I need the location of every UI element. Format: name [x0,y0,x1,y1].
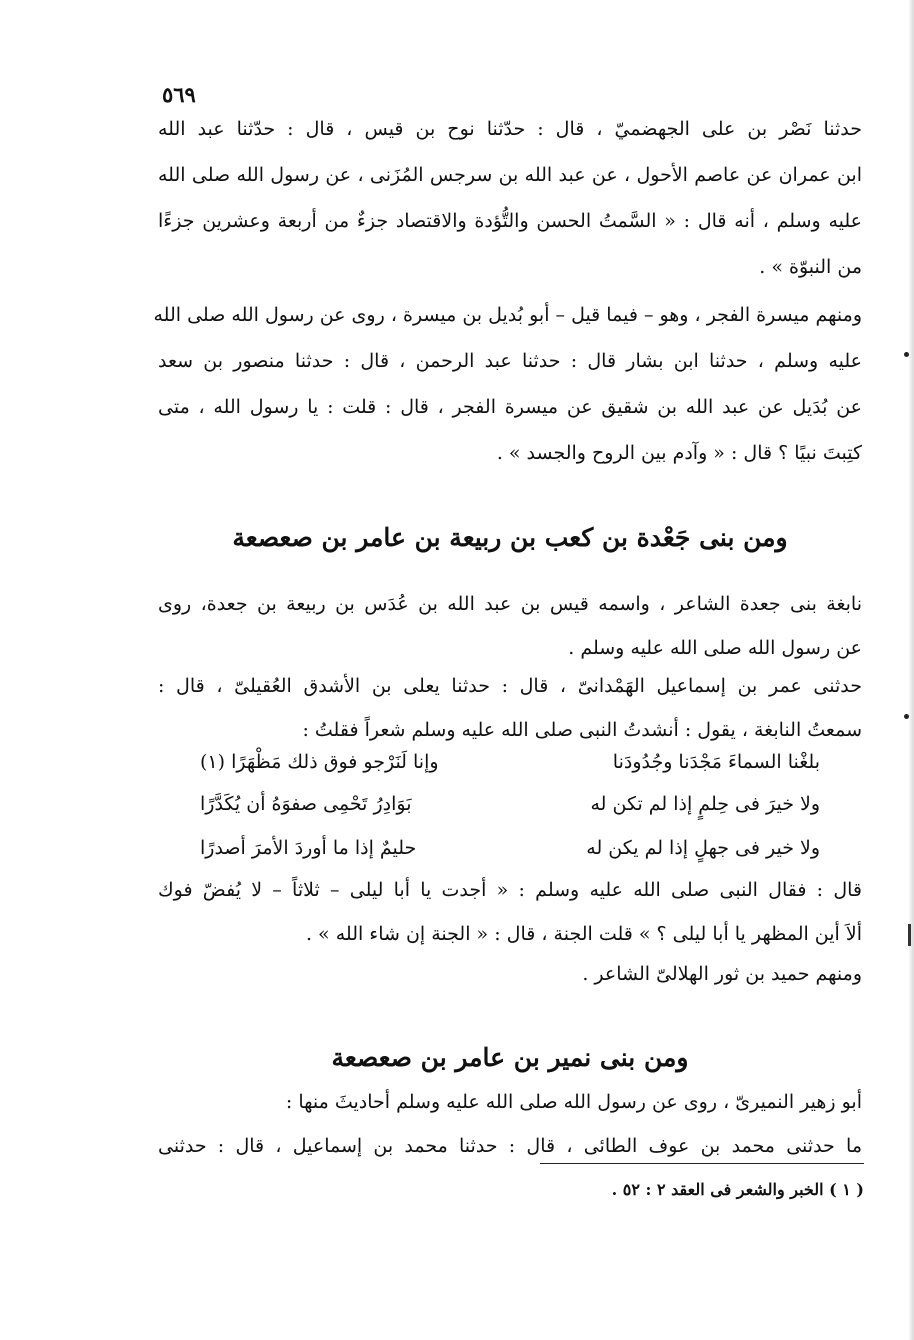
text-line: حدثنى عمر بن إسماعيل الهَمْدانىّ ، قال : حدثنا يعلى بن الأشدق العُقيلىّ ، قال : [158,675,862,697]
page-edge-shadow [908,0,914,1340]
paragraph-prophet-reply [158,868,862,992]
paragraph-umar-ibn-ismail [158,664,862,752]
footnote-divider [540,1163,864,1164]
verse-second-hemistich: بَوَادِرُ تَحْمِى صفوَهُ أن يُكَدَّرًا [200,793,412,815]
paragraph-nasr-ibn-ali [158,106,862,290]
verse-first-hemistich: ولا خير فى جهلٍ إذا لم يكن له [586,837,820,859]
margin-mark [908,924,911,946]
text-line: عليه وسلم ، حدثنا ابن بشار قال : حدثنا عبد الرحمن ، قال : حدثنا منصور بن سعد [158,350,862,372]
verse-first-hemistich: بلغْنا السماءَ مَجْدَنا وجُدُودَنا [612,751,820,773]
text-line: عن بُدَيل عن عبد الله بن شقيق عن ميسرة الفجر ، قال : قلت : يا رسول الله ، متى [158,396,862,418]
text-line: عليه وسلم ، أنه قال : « السَّمتُ الحسن والتُّؤدة والاقتصاد جزءٌ من أربعة وعشرين جزءًا [158,210,862,232]
text-line: سمعتُ النابغة ، يقول : أنشدتُ النبى صلى الله عليه وسلم شعراً فقلتُ : [302,719,862,741]
margin-dot [904,714,909,719]
paragraph-nabigha [158,582,862,670]
footnote: ( ١ ) الخبر والشعر فى العقد ٢ : ٥٢ . [611,1180,864,1199]
text-line: ألاَ أين المظهر يا أبا ليلى ؟ » قلت الجنة ، قال : « الجنة إن شاء الله » . [305,923,862,945]
verse-first-hemistich: ولا خيرَ فى حِلمٍ إذا لم تكن له [590,793,820,815]
text-line: حدثنا نَصْر بن على الجهضميّ ، قال : حدّثنا نوح بن قيس ، قال : حدّثنا عبد الله [158,118,862,140]
text-line: قال : فقال النبى صلى الله عليه وسلم : « أجدت يا أبا ليلى – ثلاثاً – لا يُفضّ فوك [158,879,862,901]
verse-second-hemistich: وإنا لَنَرْجو فوق ذلك مَظْهَرًا (١) [200,751,439,773]
poem-verse [200,826,820,870]
text-line: ومنهم حميد بن ثور الهلالىّ الشاعر . [582,963,862,985]
text-line: من النبوّة » . [759,256,862,278]
text-line: ما حدثنى محمد بن عوف الطائى ، قال : حدثنا محمد بن إسماعيل ، قال : حدثنى [158,1135,862,1157]
paragraph-abu-zuhayr [158,1080,862,1168]
poem-verse [200,782,820,826]
text-line: نابغة بنى جعدة الشاعر ، واسمه قيس بن عبد الله بن عُدَس بن ربيعة بن جعدة، روى [158,593,862,615]
poem-verse [200,740,820,784]
text-line: ابن عمران عن عاصم الأحول ، عن عبد الله بن سرجس المُزَنى ، عن رسول الله صلى الله [158,164,862,186]
text-line: كتِبتَ نبيًا ؟ قال : « وآدم بين الروح والجسد » . [496,442,862,464]
text-line: ومنهم ميسرة الفجر ، وهو – فيما قيل – أبو بُديل بن ميسرة ، روى عن رسول الله صلى الله [153,304,862,326]
section-heading-bani-jada: ومن بنى جَعْدة بن كعب بن ربيعة بن عامر بن صعصعة [232,523,788,552]
text-line: أبو زهير النميرىّ ، روى عن رسول الله صلى الله عليه وسلم أحاديثَ منها : [285,1091,862,1113]
verse-second-hemistich: حليمٌ إذا ما أوردَ الأمرَ أصدرًا [200,837,417,859]
margin-dot [904,352,909,357]
section-heading-bani-numayr: ومن بنى نمير بن عامر بن صعصعة [331,1043,689,1072]
text-line: عن رسول الله صلى الله عليه وسلم . [568,637,862,659]
page-number: ٥٦٩ [162,82,196,107]
paragraph-maysara-al-fajr [153,292,862,476]
